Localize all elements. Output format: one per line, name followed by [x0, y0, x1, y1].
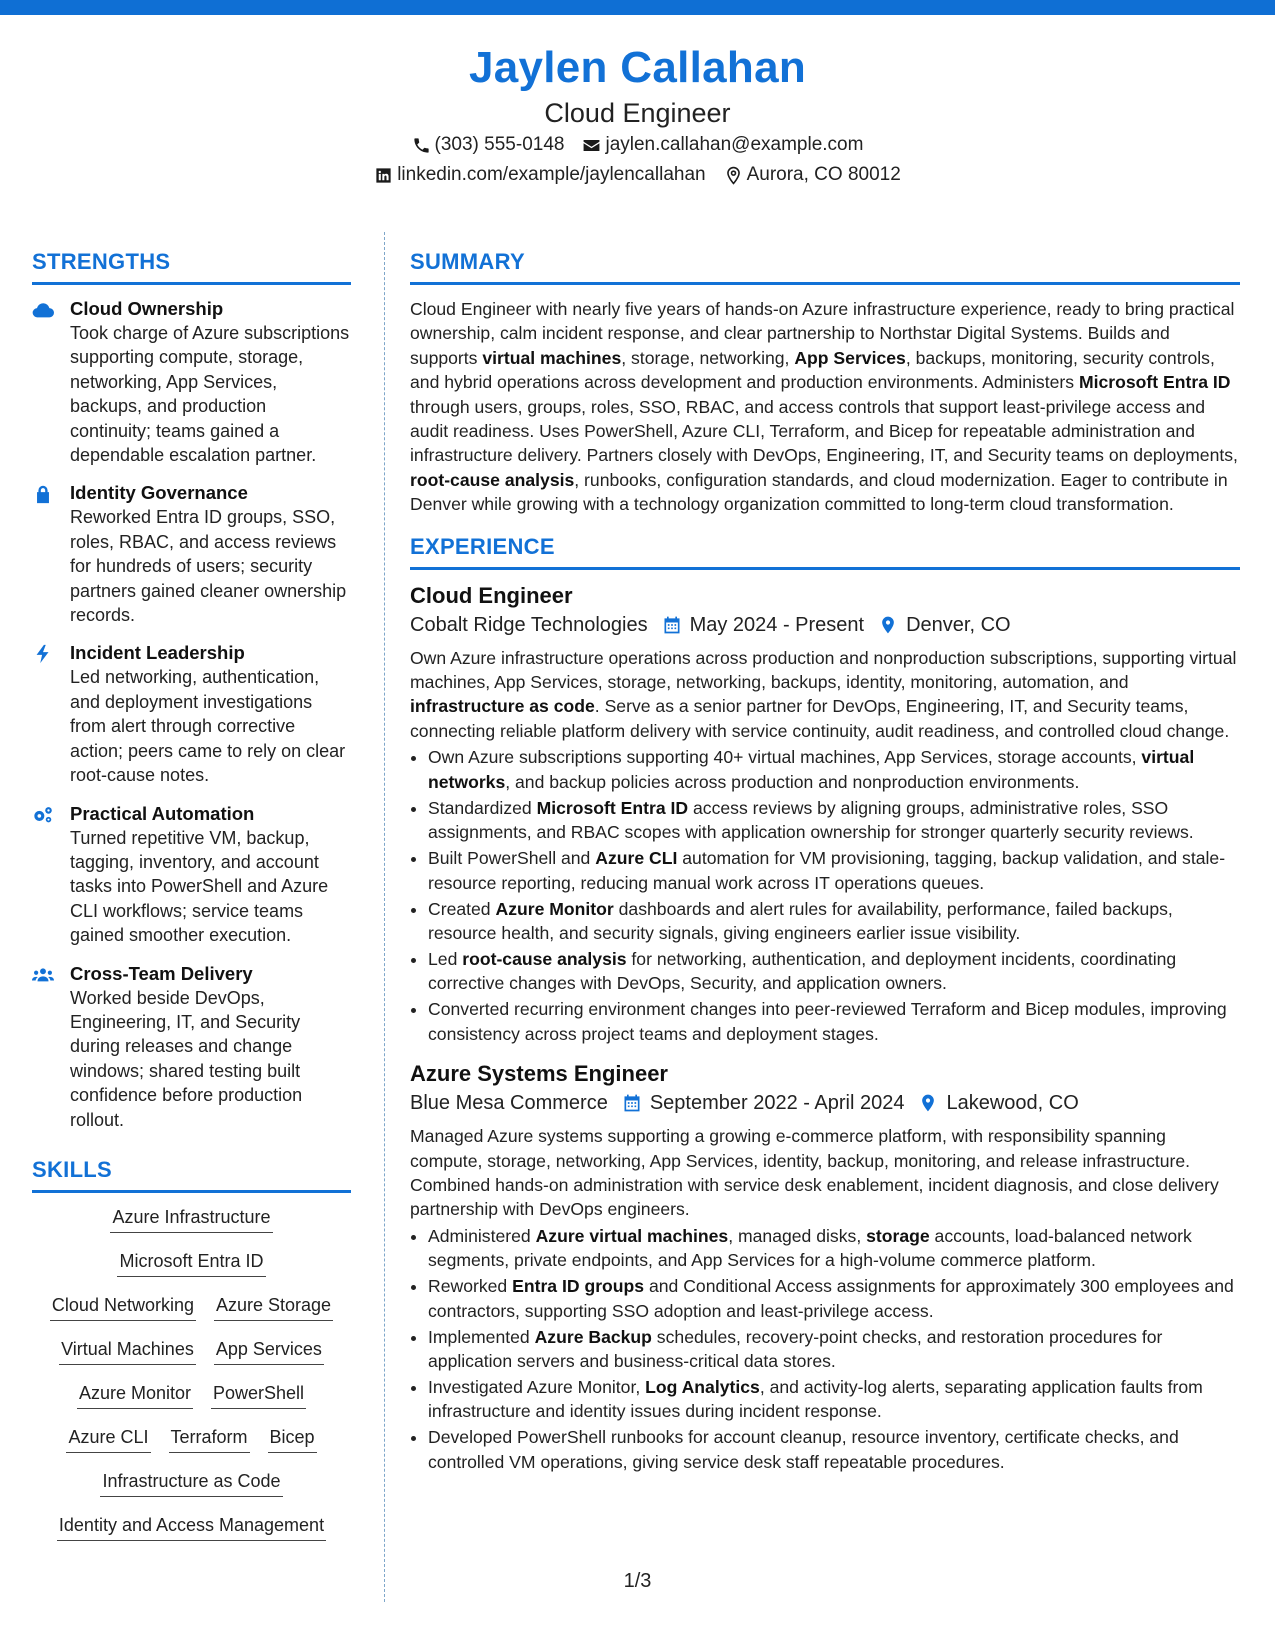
phone-text: (303) 555-0148 [434, 134, 565, 155]
strength-desc: Led networking, authentication, and deployment investigations from alert through corrective action; peers came to rely on clear root-cause notes. [70, 667, 346, 786]
right-column [410, 248, 1240, 1476]
job-intro [410, 1124, 1240, 1222]
skill-row [32, 1425, 351, 1453]
bullet-text: and Conditional Access assignments for approximately 300 employees and contractors, supporting SSO adoption and least-privilege access. [428, 1276, 1234, 1321]
skill-row [32, 1469, 351, 1497]
skill-row [32, 1381, 351, 1409]
strength-item [32, 802, 351, 948]
bullet-text: , and backup policies across production and nonproduction environments. [505, 771, 1080, 792]
bullet-bold: virtual networks [428, 747, 1195, 792]
strength-desc: Took charge of Azure subscriptions supporting compute, storage, networking, App Services, backups, and production continuity; teams gained a dependable escalation partner. [70, 323, 350, 466]
job-bullets [410, 745, 1240, 1046]
bullet-item [428, 796, 1240, 845]
location-text: Aurora, CO 80012 [746, 164, 901, 185]
envelope-icon [582, 136, 601, 155]
skill-row [32, 1205, 351, 1233]
strength-desc: Turned repetitive VM, backup, tagging, inventory, and account tasks into PowerShell and Azure CLI workflows; service teams gained smoother execution. [70, 827, 329, 946]
bullet-bold: Azure Monitor [495, 898, 614, 919]
experience-list [410, 582, 1240, 1475]
job-dates-item [622, 1088, 905, 1118]
linkedin-text[interactable]: linkedin.com/example/jaylencallahan [397, 164, 706, 185]
bullet-text: Reworked [428, 1276, 513, 1297]
skill-tag: Azure Infrastructure [110, 1205, 272, 1233]
column-divider [384, 232, 385, 1602]
cloud-icon [32, 297, 56, 467]
linkedin-icon [374, 166, 393, 185]
strength-title: Cloud Ownership [70, 298, 224, 319]
summary-bold: App Services [794, 347, 906, 368]
bullet-text: dashboards and alert rules for availability, performance, failed backups, resource health, and security signals, giving engineers earlier issue visibility. [428, 898, 1173, 943]
email-text[interactable]: jaylen.callahan@example.com [605, 134, 864, 155]
strength-desc: Reworked Entra ID groups, SSO, roles, RBAC, and access reviews for hundreds of users; security partners gained cleaner ownership records. [70, 507, 347, 626]
phone-icon [412, 136, 431, 155]
job-meta [410, 610, 1240, 640]
page-number: 1/3 [623, 1570, 652, 1592]
summary-text: , backups, monitoring, security controls, and hybrid operations across development and production environments. Administers [410, 347, 1215, 393]
calendar-icon [662, 615, 682, 635]
bullet-text: accounts, load-balanced network segments, private endpoints, and App Services for a high-volume commerce platform. [428, 1225, 1192, 1271]
skill-tag: Virtual Machines [59, 1337, 196, 1365]
summary-text [410, 297, 1240, 517]
bullet-item [428, 846, 1240, 895]
skills-heading: SKILLS [32, 1156, 351, 1193]
bullet-text: Led [428, 948, 463, 969]
bullet-bold: storage [866, 1225, 930, 1246]
summary-bold: root-cause analysis [410, 469, 575, 490]
bullet-item [428, 947, 1240, 996]
gears-icon [32, 802, 56, 948]
skills-section [32, 1156, 351, 1541]
bullet-text: , and activity-log alerts, separating application faults from infrastructure and identity issues during incident response. [428, 1376, 1203, 1422]
strength-body [70, 802, 351, 948]
contact-row-1 [0, 130, 1275, 160]
bullet-text: Standardized [428, 797, 537, 818]
bullet-text: Developed PowerShell runbooks for account cleanup, resource inventory, certificate checks, and controlled VM operations, giving service desk staff repeatable procedures. [428, 1427, 1179, 1472]
bullet-bold: Entra ID groups [512, 1276, 645, 1297]
skill-row [32, 1249, 351, 1277]
summary-text: Cloud Engineer with nearly five years of hands-on Azure infrastructure experience, ready to bring practical ownership, calm incident response, and clear partnership to Northstar Digital Systems. Builds and supports [410, 299, 1235, 368]
strengths-heading: STRENGTHS [32, 248, 351, 285]
skill-tag: Terraform [169, 1425, 250, 1453]
summary-bold: virtual machines [482, 347, 622, 368]
strength-item [32, 962, 351, 1132]
bullet-item [428, 1274, 1240, 1323]
experience-heading: EXPERIENCE [410, 533, 1240, 570]
skill-tag: Bicep [268, 1425, 317, 1453]
strength-item [32, 481, 351, 627]
strength-item [32, 297, 351, 467]
job-location: Denver, CO [906, 613, 1011, 636]
summary-text: , runbooks, configuration standards, and cloud modernization. Eager to contribute in Denver while growing with a technology organization committed to long-term cloud transformation. [410, 469, 1228, 515]
users-icon [32, 962, 56, 1132]
calendar-icon [622, 1093, 642, 1113]
job-intro-text: Own Azure infrastructure operations across production and nonproduction subscriptions, supporting virtual machines, App Services, storage, networking, backups, identity, monitoring, automation, and [410, 647, 1237, 693]
job-title: Azure Systems Engineer [410, 1061, 668, 1087]
linkedin-item[interactable] [374, 160, 705, 190]
lock-icon [32, 481, 56, 627]
bullet-text: Administered [428, 1225, 536, 1246]
summary-bold: Microsoft Entra ID [1078, 372, 1231, 393]
bullet-text: Built PowerShell and [428, 848, 596, 869]
job-meta [410, 1088, 1240, 1118]
strength-body [70, 641, 351, 787]
map-pin-icon [878, 615, 898, 635]
bullet-text: , managed disks, [728, 1225, 867, 1246]
bullet-text: Own Azure subscriptions supporting 40+ virtual machines, App Services, storage accounts, [428, 747, 1142, 768]
bullet-text: automation for VM provisioning, tagging, backup validation, and stale-resource reporting, reducing manual work across IT operations queues. [428, 848, 1226, 893]
bullet-text: Converted recurring environment changes into peer-reviewed Terraform and Bicep modules, improving consistency across project teams and deployment stages. [428, 999, 1227, 1044]
job-company: Cobalt Ridge Technologies [410, 613, 648, 636]
job-location-item [918, 1088, 1078, 1118]
resume-header [0, 40, 1275, 190]
strength-desc: Worked beside DevOps, Engineering, IT, and Security during releases and change windows; shared testing built confidence before production rollout. [70, 987, 303, 1130]
skills-list [32, 1205, 351, 1541]
skill-tag: Identity and Access Management [57, 1513, 326, 1541]
bullet-text: Investigated Azure Monitor, [428, 1376, 646, 1397]
bullet-text: access reviews by aligning groups, administrative roles, SSO assignments, and RBAC scopes with application ownership for stronger quarterly security reviews. [428, 797, 1194, 843]
bullet-text: for networking, authentication, and deployment incidents, coordinating corrective changes with DevOps, Security, and application owners. [428, 948, 1177, 994]
skill-tag: Azure Storage [214, 1293, 333, 1321]
strength-body [70, 297, 351, 467]
top-accent-bar [0, 0, 1275, 15]
strength-item [32, 641, 351, 787]
job-dates: May 2024 - Present [689, 613, 865, 636]
strength-body [70, 962, 351, 1132]
strength-body [70, 481, 351, 627]
skill-tag: Azure Monitor [77, 1381, 193, 1409]
bullet-item [428, 1224, 1240, 1273]
location-item [724, 160, 901, 190]
skill-tag: PowerShell [211, 1381, 306, 1409]
strength-title: Identity Governance [70, 482, 248, 504]
bullet-item [428, 1325, 1240, 1374]
strength-title: Practical Automation [70, 802, 255, 824]
skill-tag: App Services [214, 1337, 324, 1365]
map-pin-icon [918, 1093, 938, 1113]
strength-title: Incident Leadership [70, 642, 245, 664]
bullet-bold: Log Analytics [645, 1376, 760, 1397]
job-company: Blue Mesa Commerce [410, 1092, 608, 1115]
skill-row [32, 1513, 351, 1541]
skill-row [32, 1293, 351, 1321]
skill-row [32, 1337, 351, 1365]
skill-tag: Cloud Networking [50, 1293, 196, 1321]
strengths-list [32, 297, 351, 1132]
job-dates: September 2022 - April 2024 [649, 1092, 905, 1115]
bullet-text: schedules, recovery-point checks, and restoration procedures for application servers and business-critical data stores. [428, 1326, 1163, 1371]
summary-text: , storage, networking, [621, 347, 795, 368]
bullet-item [428, 1375, 1240, 1424]
summary-heading: SUMMARY [410, 248, 1240, 285]
job-location: Lakewood, CO [946, 1092, 1079, 1115]
skill-tag: Azure CLI [66, 1425, 150, 1453]
job-title: Cloud Engineer [410, 582, 573, 608]
job-bullets [410, 1224, 1240, 1474]
skill-tag: Infrastructure as Code [100, 1469, 282, 1497]
left-column [32, 248, 351, 1557]
map-pin-icon [724, 166, 743, 185]
bullet-item [428, 1425, 1240, 1474]
job-entry [410, 582, 1240, 1046]
phone-item [412, 130, 565, 160]
job-entry [410, 1060, 1240, 1474]
candidate-title: Cloud Engineer [544, 98, 731, 128]
job-dates-item [662, 610, 865, 640]
bullet-item [428, 997, 1240, 1046]
job-location-item [878, 610, 1010, 640]
contact-row-2 [0, 160, 1275, 190]
job-intro [410, 646, 1240, 744]
job-intro-text: . Serve as a senior partner for DevOps, Engineering, IT, and Security teams, connecting reliable platform delivery with service continuity, audit readiness, and controlled cloud change. [410, 696, 1230, 741]
strength-title: Cross-Team Delivery [70, 962, 253, 984]
candidate-name: Jaylen Callahan [468, 43, 807, 92]
bullet-item [428, 897, 1240, 946]
bolt-icon [32, 641, 56, 787]
job-intro-text: Managed Azure systems supporting a growing e-commerce platform, with responsibility spanning compute, storage, networking, App Services, identity, backup, monitoring, and release infrastructure. Combined hands-on administration with service desk enablement, incident diagnosis, and close delivery partnership with DevOps engineers. [410, 1126, 1219, 1220]
bullet-bold: Microsoft Entra ID [536, 797, 689, 818]
bullet-bold: root-cause analysis [462, 948, 627, 969]
email-item[interactable] [582, 130, 863, 160]
skill-tag: Microsoft Entra ID [117, 1249, 265, 1277]
bullet-text: Implemented [428, 1326, 535, 1347]
job-intro-bold: infrastructure as code [410, 696, 595, 717]
summary-text: through users, groups, roles, SSO, RBAC, and access controls that support least-privilege access and audit readiness. Uses PowerShell, Azure CLI, Terraform, and Bicep for repeatable administration and infrastructure delivery. Partners closely with DevOps, Engineering, IT, and Security teams on deployments, [410, 396, 1238, 466]
bullet-bold: Azure Backup [534, 1326, 652, 1347]
bullet-bold: Azure CLI [595, 848, 678, 869]
bullet-item [428, 745, 1240, 794]
bullet-bold: Azure virtual machines [535, 1225, 729, 1246]
bullet-text: Created [428, 898, 496, 919]
